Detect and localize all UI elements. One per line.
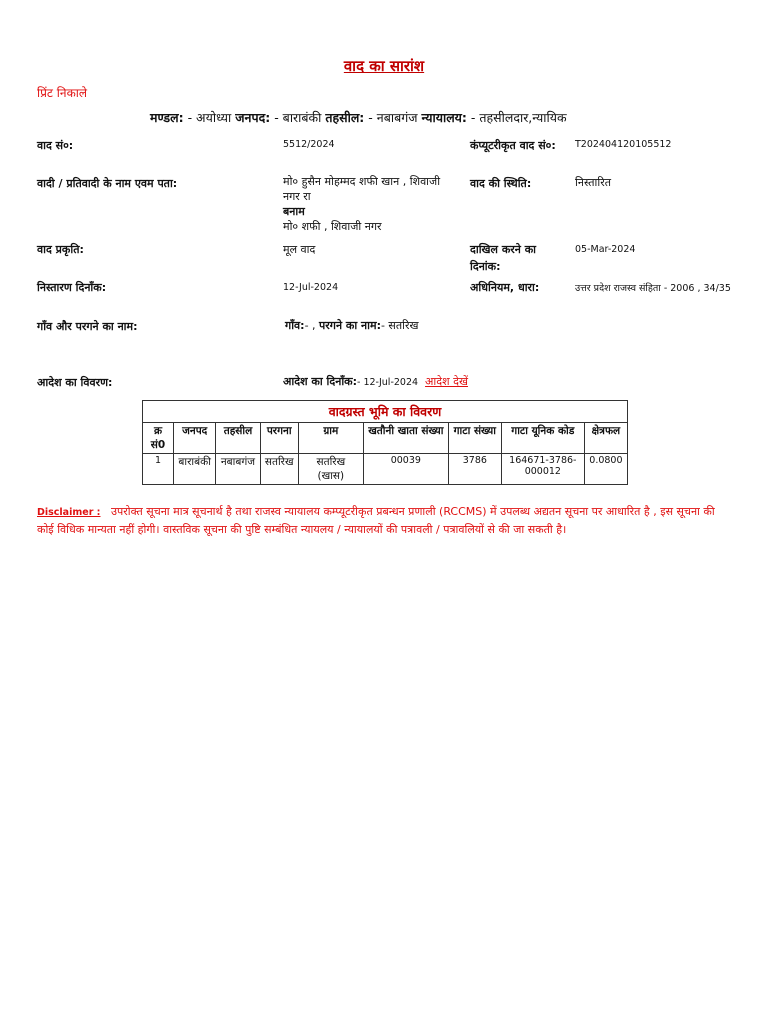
disclaimer-label: Disclaimer : (37, 507, 101, 518)
janpad-label: जनपद: (235, 110, 271, 125)
order-date-value: - 12-Jul-2024 (357, 377, 419, 388)
view-order-link[interactable]: आदेश देखें (425, 375, 468, 388)
court-value: - तहसीलदार,न्यायिक (470, 110, 567, 125)
table-row (143, 454, 628, 485)
land-details-table (142, 400, 628, 485)
act-label: अधिनियम, धारा: (470, 281, 540, 294)
land-table-header-row (143, 423, 628, 454)
filing-date-value: 05-Mar-2024 (575, 244, 636, 255)
column-header: गाटा यूनिक कोड (501, 423, 584, 454)
filing-date-label: दाखिल करने का दिनांक: (470, 243, 537, 273)
court-label: न्यायालय: (421, 110, 467, 125)
tehsil-label: तहसील: (325, 110, 365, 125)
page-title: वाद का सारांश (343, 57, 425, 75)
nature-label: वाद प्रकृति: (37, 243, 84, 256)
act-value: उत्तर प्रदेश राजस्व संहिता - 2006 , 34/35 (575, 283, 731, 294)
defendant-name: मो० शफी , शिवाजी नगर (283, 220, 382, 233)
column-header: क्षेत्रफल (584, 423, 627, 454)
disclaimer-text: उपरोक्त सूचना मात्र सूचनार्थ है तथा राजस्व न्यायालय कम्प्यूटरीकृत प्रबन्धन प्रणाली (RCCMS) में उपलब्ध अद्यतन सूचना पर आधारित है , इस सूचना की कोई विधिक मान्यता नहीं होगी। वास्तविक सूचना की पुष्टि सम्बंधित न्यायलय / न्यायालयों की पत्रावली / पत्रावलियों से की जा सकती है। (37, 505, 715, 536)
disclaimer (37, 503, 727, 538)
order-label: आदेश का विवरण: (37, 376, 113, 389)
case-no-label: वाद सं०: (37, 139, 74, 152)
table-cell: 3786 (448, 454, 501, 485)
nature-value: मूल वाद (283, 243, 316, 256)
table-cell: नबाबगंज (216, 454, 260, 485)
versus-label: बनाम (283, 205, 305, 218)
table-cell: सतरिख (खास) (298, 454, 363, 485)
computer-no-label: कंप्यूटरीकृत वाद सं०: (470, 139, 556, 152)
land-table-caption: वादग्रस्त भूमि का विवरण (143, 401, 628, 423)
parties-value (283, 174, 453, 234)
village-pargana-label: गाँव और परगने का नाम: (37, 320, 138, 333)
pargana-label: परगने का नाम: (319, 319, 381, 332)
table-cell: 1 (143, 454, 174, 485)
status-label: वाद की स्थिति: (470, 177, 532, 190)
print-link[interactable]: प्रिंट निकाले (37, 86, 88, 100)
table-cell: 0.0800 (584, 454, 627, 485)
janpad-value: - बाराबंकी (274, 110, 322, 125)
order-date-label: आदेश का दिनाँक: (283, 375, 358, 388)
column-header: परगना (260, 423, 298, 454)
column-header: ग्राम (298, 423, 363, 454)
plaintiff-name: मो० हुसैन मोहम्मद शफी खान , शिवाजी नगर रा (283, 175, 441, 203)
village-value: - , (304, 319, 316, 332)
column-header: खतौनी खाता संख्या (363, 423, 448, 454)
mandal-label: मण्डल: (150, 110, 184, 125)
table-cell: 00039 (363, 454, 448, 485)
table-cell: 164671-3786-000012 (501, 454, 584, 485)
column-header: गाटा संख्या (448, 423, 501, 454)
status-value: निस्तारित (575, 176, 611, 189)
table-cell: सतरिख (260, 454, 298, 485)
pargana-value: - सतरिख (380, 319, 419, 332)
tehsil-value: - नबाबगंज (368, 110, 418, 125)
case-no-value: 5512/2024 (283, 139, 335, 150)
disposal-date-value: 12-Jul-2024 (283, 282, 339, 293)
village-label: गाँव: (285, 319, 305, 332)
order-info (283, 374, 468, 390)
computer-no-value: T202404120105512 (575, 139, 672, 150)
admin-header (150, 109, 567, 126)
column-header: जनपद (174, 423, 216, 454)
parties-label: वादी / प्रतिवादी के नाम एवम पता: (37, 177, 178, 190)
column-header: तहसील (216, 423, 260, 454)
village-pargana-value (285, 318, 419, 333)
column-header: क्र सं0 (143, 423, 174, 454)
mandal-value: - अयोध्या (187, 110, 232, 125)
table-cell: बाराबंकी (174, 454, 216, 485)
disposal-date-label: निस्तारण दिनाँक: (37, 281, 107, 294)
